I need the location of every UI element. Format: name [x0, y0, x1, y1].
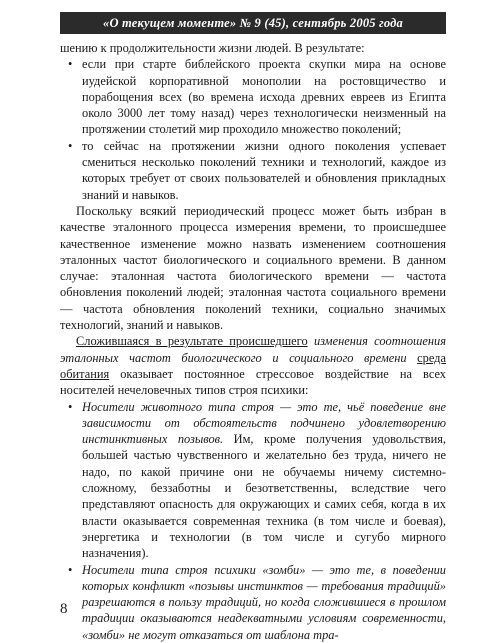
list-item: [68, 138, 446, 203]
page-number: 8: [60, 601, 68, 617]
list-item-italic-text: Носители животного типа строя — это те, чьё поведение вне зависимости от обстоятельств подчинено удовлетворению инстинктивных позывов.: [82, 399, 446, 447]
running-header: [60, 12, 446, 34]
running-header-title: «О текущем моменте» № 9 (45), сентябрь 2005 года: [103, 16, 403, 30]
paragraph-environment-stress: [60, 333, 446, 398]
list-item-text: если при старте библейского проекта скупки мира на основе иудейской корпоративной монополии на ростовщичество и порабощения всех (во времена исхода древних евреев из Египта около 3000 лет тому назад) через технологически неизменный на протяжении столетий мир проходило множество поколений;: [82, 57, 446, 137]
underlined-phrase: среда обитания: [60, 350, 446, 381]
bullet-icon: •: [68, 399, 73, 414]
bullet-list-bottom: [60, 399, 446, 643]
list-item-italic-text: Носители типа строя психики «зомби» — это те, в поведении которых конфликт «позывы инстинктов — требования традиций» разрешаются в пользу традиций, но когда сложившиеся в прошлом традиции оказываются неадекватными условиям современности, «зомби» не могут отказаться от шаблона тра-: [82, 562, 446, 642]
list-item-text: Им, кроме получения удовольствия, большей частью чувственного и желательно без труда, ничего не надо, по какой причине они не обучаемы ничему системно-сложному, беззаботны и безответственны, вследствие чего представляют опасность для окружающих и самих себя, когда в их власти оказывается современная техника (в том числе и боевая), энергетика и технологии (в том числе и сугубо мирного назначения).: [82, 432, 446, 561]
list-item: [68, 56, 446, 137]
bullet-icon: •: [68, 562, 73, 577]
paragraph-intro: шению к продолжительности жизни людей. В результате:: [60, 41, 365, 55]
bullet-icon: •: [68, 57, 73, 72]
paragraph-text: оказывает постоянное стрессовое воздействие на всех носителей нечеловечных типов строя психики:: [60, 366, 446, 398]
list-item: [68, 562, 446, 643]
paragraph-time-frequencies: Поскольку всякий периодический процесс может быть избран в качестве эталонного процесса измерения времени, то происшедшее качественное изменение можно назвать изменением соотношения эталонных частот биологического и социального времени. В данном случае: эталонная частота биологического времени — частота обновления поколений людей; эталонная частота социального времени — частота обновления поколений техники, социально значимых технологий, знаний и навыков.: [60, 203, 446, 333]
italic-phrase: изменения соотношения эталонных частот биологического и социального времени: [60, 334, 446, 365]
list-item-text: то сейчас на протяжении жизни одного поколения успевает смениться несколько поколений техники и технологий, каждое из которых требует от своих пользователей и обновления прикладных знаний и навыков.: [82, 138, 446, 202]
underlined-phrase: Сложившаяся в результате происшедшего: [76, 334, 308, 349]
list-item: [68, 399, 446, 562]
bullet-icon: •: [68, 138, 73, 153]
bullet-list-top: [60, 56, 446, 203]
body-text: [60, 40, 446, 643]
